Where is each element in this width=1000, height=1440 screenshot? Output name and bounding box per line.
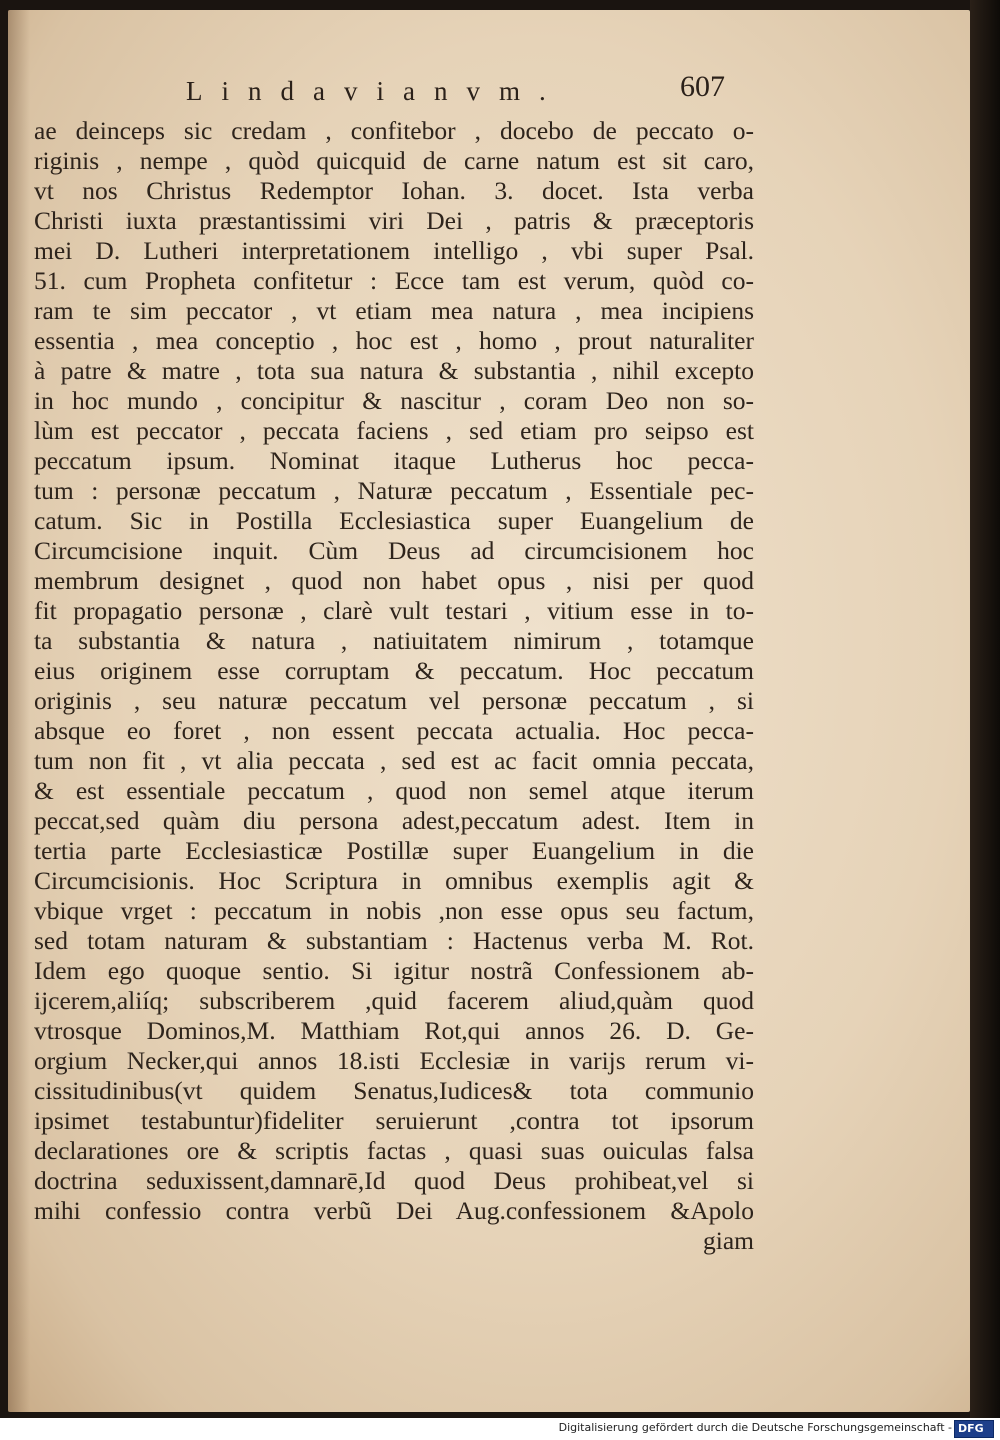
dfg-logo-text: DFG (958, 1422, 984, 1435)
text-line: Circumcisionis. Hoc Scriptura in omnibus exemplis agit & (34, 866, 754, 895)
text-line: riginis , nempe , quòd quicquid de carne natum est sit caro, (34, 146, 754, 175)
text-line: tertia parte Ecclesiasticæ Postillæ super Euangelium in die (34, 836, 754, 865)
text-line: vbique vrget : peccatum in nobis ,non esse opus seu factum, (34, 896, 754, 925)
text-line: mei D. Lutheri interpretationem intelligo , vbi super Psal. (34, 236, 754, 265)
text-line: ae deinceps sic credam , confitebor , docebo de peccato o- (34, 116, 754, 145)
text-line: fit propagatio personæ , clarè vult testari , vitium esse in to- (34, 596, 754, 625)
text-line: membrum designet , quod non habet opus , nisi per quod (34, 566, 754, 595)
page-number: 607 (680, 70, 725, 103)
text-line: & est essentiale peccatum , quod non semel atque iterum (34, 776, 754, 805)
book-edge (970, 0, 1000, 1418)
text-line: sed totam naturam & substantiam : Hactenus verba M. Rot. (34, 926, 754, 955)
text-line: Idem ego quoque sentio. Si igitur nostrã Confessionem ab- (34, 956, 754, 985)
text-line: in hoc mundo , concipitur & nascitur , coram Deo non so- (34, 386, 754, 415)
text-line: essentia , mea conceptio , hoc est , homo , prout naturaliter (34, 326, 754, 355)
footer-bar (0, 1418, 1000, 1440)
text-line: peccat,sed quàm diu persona adest,peccatum adest. Item in (34, 806, 754, 835)
text-line: ijcerem,aliíq; subscriberem ,quid facerem aliud,quàm quod (34, 986, 754, 1015)
text-line: doctrina seduxissent,damnarē,Id quod Deus prohibeat,vel si (34, 1166, 754, 1195)
text-line: Christi iuxta præstantissimi viri Dei , patris & præceptoris (34, 206, 754, 235)
text-line: ipsimet testabuntur)fideliter seruierunt ,contra tot ipsorum (34, 1106, 754, 1135)
text-line: à patre & matre , tota sua natura & substantia , nihil excepto (34, 356, 754, 385)
book-page (8, 10, 970, 1412)
text-line: Circumcisione inquit. Cùm Deus ad circumcisionem hoc (34, 536, 754, 565)
text-line: catum. Sic in Postilla Ecclesiastica super Euangelium de (34, 506, 754, 535)
text-line: 51. cum Propheta confitetur : Ecce tam est verum, quòd co- (34, 266, 754, 295)
text-line: ta substantia & natura , natiuitatem nimirum , totamque (34, 626, 754, 655)
funding-credit: Digitalisierung gefördert durch die Deutsche Forschungsgemeinschaft - (558, 1421, 952, 1434)
body-text (34, 116, 754, 1256)
text-line: tum non fit , vt alia peccata , sed est ac facit omnia peccata, (34, 746, 754, 775)
text-line: declarationes ore & scriptis factas , quasi suas ouiculas falsa (34, 1136, 754, 1165)
text-line: lùm est peccator , peccata faciens , sed etiam pro seipso est (34, 416, 754, 445)
text-line: orgium Necker,qui annos 18.isti Ecclesiæ in varijs rerum vi- (34, 1046, 754, 1075)
text-line: absque eo foret , non essent peccata actualia. Hoc pecca- (34, 716, 754, 745)
running-head: Lindavianvm. (186, 76, 565, 106)
text-line: ram te sim peccator , vt etiam mea natura , mea incipiens (34, 296, 754, 325)
text-line: mihi confessio contra verbũ Dei Aug.confessionem &Apolo (34, 1196, 754, 1225)
catchword: giam (703, 1226, 754, 1255)
text-line: tum : personæ peccatum , Naturæ peccatum , Essentiale pec- (34, 476, 754, 505)
text-line: cissitudinibus(vt quidem Senatus,Iudices& tota communio (34, 1076, 754, 1105)
text-line: vt nos Christus Redemptor Iohan. 3. docet. Ista verba (34, 176, 754, 205)
text-line: peccatum ipsum. Nominat itaque Lutherus hoc pecca- (34, 446, 754, 475)
text-line: vtrosque Dominos,M. Matthiam Rot,qui annos 26. D. Ge- (34, 1016, 754, 1045)
text-line: originis , seu naturæ peccatum vel personæ peccatum , si (34, 686, 754, 715)
dfg-logo (954, 1420, 994, 1438)
text-line: eius originem esse corruptam & peccatum. Hoc peccatum (34, 656, 754, 685)
